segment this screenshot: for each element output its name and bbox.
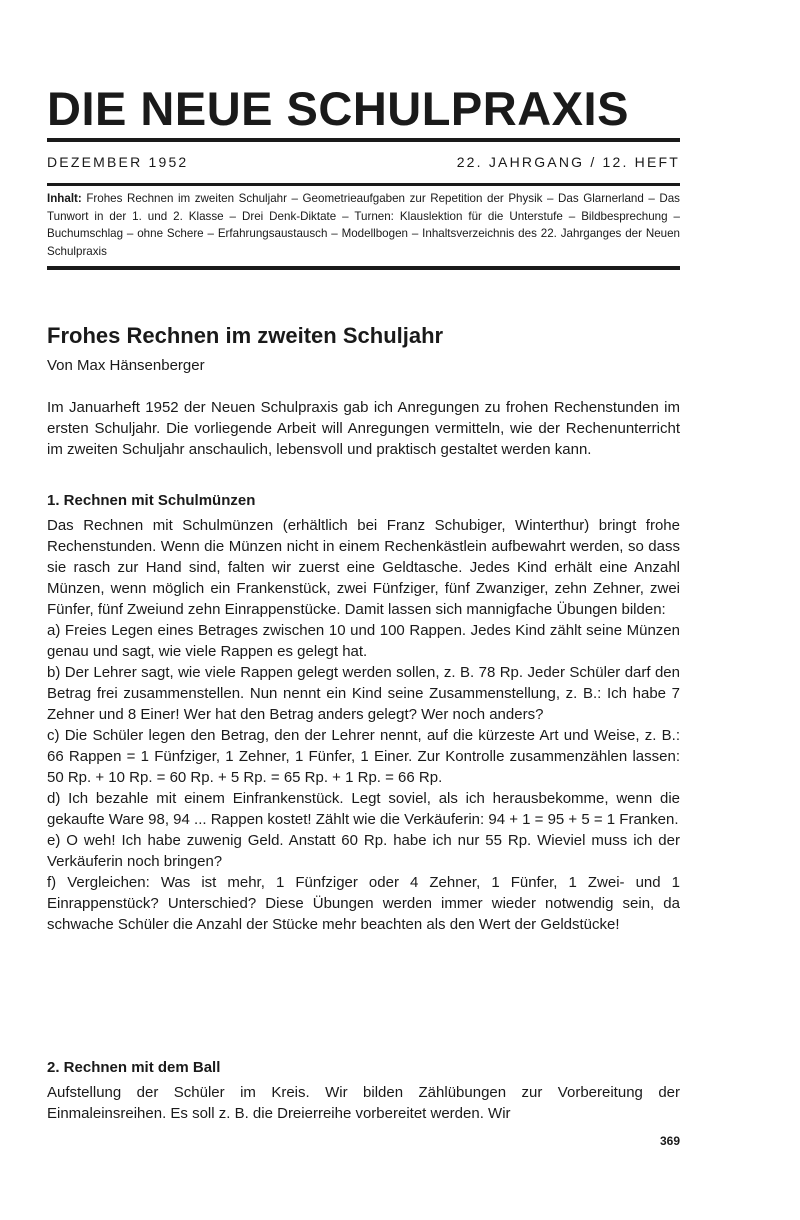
exercise-item: a) Freies Legen eines Betrages zwischen 10 und 100 Rappen. Jedes Kind zählt seine Münzen genau und sagt, wie viele Rappen es gelegt hat. <box>47 622 680 660</box>
exercise-item: d) Ich bezahle mit einem Einfrankenstück. Legt soviel, als ich herausbekomme, wenn die gekaufte Ware 98, 94 ... Rappen kostet! Zählt wie die Verkäuferin: 94 + 1 = 95 + 5 = 1 Franken. <box>47 790 680 828</box>
intro-paragraph: Im Januarheft 1952 der Neuen Schulpraxis gab ich Anregungen zu frohen Rechenstunden im ersten Schuljahr. Die vorliegende Arbeit will Anregungen vermitteln, wie der Rechenunterricht im zweiten Schuljahr anschaulich, lebensvoll und praktisch gestaltet werden kann. <box>47 399 680 458</box>
exercise-item: f) Vergleichen: Was ist mehr, 1 Fünfziger oder 4 Zehner, 1 Fünfer, 1 Zwei- und 1 Einrappenstück? Unterschied? Diese Übungen werden immer wieder notwendig sein, da schwache Schüler die Anzahl der Stücke mehr beachten als den Wert der Geldstücke! <box>47 874 680 933</box>
section-heading: 1. Rechnen mit Schulmünzen <box>47 492 256 509</box>
magazine-title: DIE NEUE SCHULPRAXIS <box>47 82 629 135</box>
issue-rule <box>47 183 680 186</box>
article-intro <box>47 397 680 460</box>
contents-rule <box>47 266 680 270</box>
table-of-contents <box>47 190 680 260</box>
article-author: Von Max Hänsenberger <box>47 357 205 374</box>
section-body <box>47 1082 680 1124</box>
section-heading: 2. Rechnen mit dem Ball <box>47 1059 221 1076</box>
exercise-item: b) Der Lehrer sagt, wie viele Rappen gelegt werden sollen, z. B. 78 Rp. Jeder Schüler darf den Betrag frei zusammenstellen. Nun nennt ein Kind seine Zusammenstellung, z. B.: Ich habe 7 Zehner und 8 Einer! Wer hat den Betrag anders gelegt? Wer noch anders? <box>47 664 680 723</box>
article-title: Frohes Rechnen im zweiten Schuljahr <box>47 323 444 348</box>
paragraph: Das Rechnen mit Schulmünzen (erhältlich bei Franz Schubiger, Winterthur) bringt frohe Rechenstunden. Wenn die Münzen nicht in einem Rechenkästlein aufbewahrt werden, so dass sie rasch zur Hand sind, falten wir zuerst eine Geldtasche. Jedes Kind erhält eine Anzahl Münzen, wenn möglich ein Frankenstück, zwei Fünfziger, fünf Zwanziger, zehn Zehner, zwei Fünfer, fünf Zweiund zehn Einrappenstücke. Damit lassen sich mannigfache Übungen bilden: <box>47 517 680 618</box>
masthead-rule <box>47 138 680 142</box>
page-number: 369 <box>659 1134 680 1148</box>
issue-info-row <box>47 154 680 176</box>
issue-date: DEZEMBER 1952 <box>47 154 189 170</box>
issue-number: 22. JAHRGANG / 12. HEFT <box>456 154 680 170</box>
contents-label: Inhalt: <box>47 192 82 205</box>
contents-text: Frohes Rechnen im zweiten Schuljahr – Geometrieaufgaben zur Repetition der Physik – Das Glarnerland – Das Tunwort in der 1. und 2. Klasse – Drei Denk-Diktate – Turnen: Klauslektion für die Unterstufe – Bildbesprechung – Buchumschlag – ohne Schere – Erfahrungsaustausch – Modellbogen – Inhaltsverzeichnis des 22. Jahrganges der Neuen Schulpraxis <box>47 192 680 258</box>
paragraph: Aufstellung der Schüler im Kreis. Wir bilden Zählübungen zur Vorbereitung der Einmaleinsreihen. Es soll z. B. die Dreierreihe vorbereitet werden. Wir <box>47 1084 680 1122</box>
section-body <box>47 515 680 935</box>
exercise-item: c) Die Schüler legen den Betrag, den der Lehrer nennt, auf die kürzeste Art und Weise, z. B.: 66 Rappen = 1 Fünfziger, 1 Zehner, 1 Fünfer, 1 Einer. Zur Kontrolle zusammenzählen lassen: 50 Rp. + 10 Rp. = 60 Rp. + 5 Rp. = 65 Rp. + 1 Rp. = 66 Rp. <box>47 727 680 786</box>
exercise-item: e) O weh! Ich habe zuwenig Geld. Anstatt 60 Rp. habe ich nur 55 Rp. Wieviel muss ich der Verkäuferin noch bringen? <box>47 832 680 870</box>
